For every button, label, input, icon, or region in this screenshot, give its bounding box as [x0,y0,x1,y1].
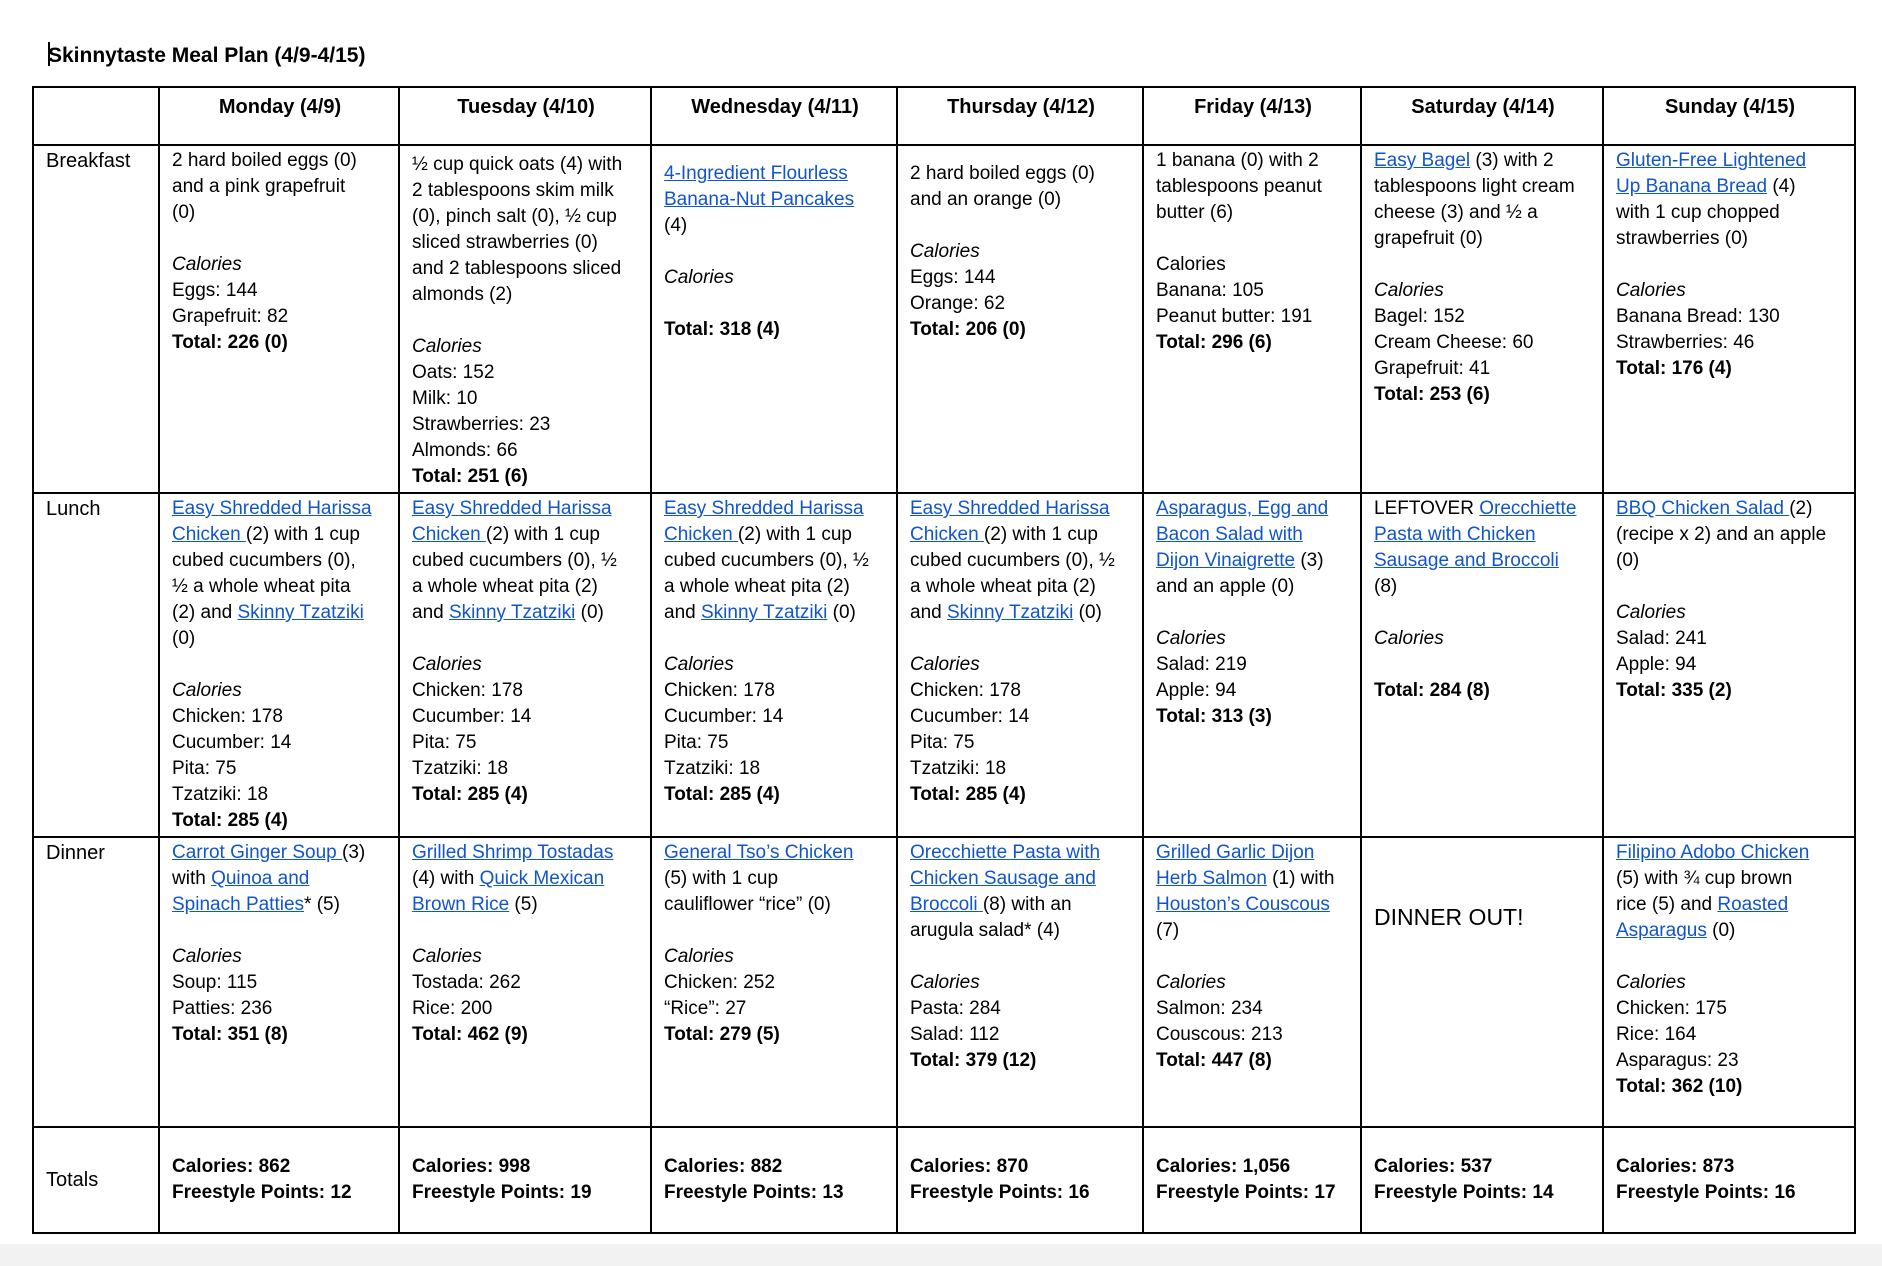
recipe-link-skinny-tzatziki[interactable]: Skinny Tzatziki [237,602,364,623]
recipe-link-orecchiette-pasta-2[interactable]: Chicken Sausage and [910,868,1096,889]
recipe-link-harissa-chicken[interactable]: Easy Shredded Harissa [412,498,612,519]
day-header-sunday: Sunday (4/15) [1603,87,1855,145]
recipe-link-asparagus-salad[interactable]: Asparagus, Egg and [1156,498,1329,519]
meal-total: Total: 176 (4) [1616,358,1732,379]
meal-total: Total: 313 (3) [1156,706,1272,727]
recipe-link-skinny-tzatziki[interactable]: Skinny Tzatziki [700,602,828,623]
lunch-thursday-cell: Easy Shredded Harissa Chicken (2) with 1 cup cubed cucumbers (0), ½ a whole wheat pita (2) and Skinny Tzatziki (0) Calories Chicken: 178 Cucumber: 14 Pita: 75 Tzatziki: 18 Total: 285 (4) [897,493,1143,837]
row-label-lunch: Lunch [33,493,159,837]
daily-calories: Calories: 998 [412,1156,531,1177]
meal-total: Total: 284 (8) [1374,680,1490,701]
meal-total: Total: 285 (4) [910,784,1026,805]
recipe-link-orecchiette-pasta[interactable]: Orecchiette Pasta with [910,842,1101,863]
calories-label: Calories [1156,628,1226,649]
dinner-tuesday-cell: Grilled Shrimp Tostadas (4) with Quick Mexican Brown Rice (5) Calories Tostada: 262 Rice: 200 Total: 462 (9) [399,837,651,1127]
breakfast-monday-cell: 2 hard boiled eggs (0) and a pink grapefruit (0) Calories Eggs: 144 Grapefruit: 82 Total: 226 (0) [159,145,399,493]
calories-label: Calories [664,267,734,288]
recipe-link-mexican-brown-rice-2[interactable]: Brown Rice [412,894,510,915]
meal-total: Total: 447 (8) [1156,1050,1272,1071]
daily-points: Freestyle Points: 13 [664,1182,844,1203]
breakfast-wednesday-cell: 4-Ingredient Flourless Banana-Nut Pancakes (4) Calories Total: 318 (4) [651,145,897,493]
recipe-link-harissa-chicken-2[interactable]: Chicken [664,524,738,545]
daily-calories: Calories: 882 [664,1156,783,1177]
recipe-link-easy-bagel[interactable]: Easy Bagel [1374,150,1471,171]
calories-label: Calories [1616,280,1686,301]
meal-total: Total: 285 (4) [412,784,528,805]
recipe-link-flourless-pancakes-2[interactable]: Banana-Nut Pancakes [664,189,855,210]
recipe-link-garlic-dijon-salmon-2[interactable]: Herb Salmon [1156,868,1267,889]
calories-label: Calories [1156,254,1226,275]
calories-label: Calories [664,946,734,967]
breakfast-thursday-cell: 2 hard boiled eggs (0) and an orange (0) Calories Eggs: 144 Orange: 62 Total: 206 (0) [897,145,1143,493]
lunch-sunday-cell: BBQ Chicken Salad (2) (recipe x 2) and an apple (0) Calories Salad: 241 Apple: 94 Total: 335 (2) [1603,493,1855,837]
breakfast-saturday-cell: Easy Bagel (3) with 2 tablespoons light cream cheese (3) and ½ a grapefruit (0) Calories Bagel: 152 Cream Cheese: 60 Grapefruit: 41 Total: 253 (6) [1361,145,1603,493]
day-header-saturday: Saturday (4/14) [1361,87,1603,145]
recipe-link-harissa-chicken-2[interactable]: Chicken [172,524,246,545]
meal-total: Total: 285 (4) [172,810,288,831]
totals-tuesday-cell [399,1127,651,1233]
recipe-link-flourless-pancakes[interactable]: 4-Ingredient Flourless [664,163,848,184]
calories-label: Calories [1374,280,1444,301]
calories-label: Calories [1616,602,1686,623]
daily-points: Freestyle Points: 16 [910,1182,1090,1203]
document-title: Skinnytaste Meal Plan (4/9-4/15) [48,44,366,67]
calories-label: Calories [1156,972,1226,993]
daily-calories: Calories: 870 [910,1156,1029,1177]
calories-label: Calories [910,654,980,675]
recipe-link-carrot-ginger-soup[interactable]: Carrot Ginger Soup [172,842,343,863]
daily-points: Freestyle Points: 17 [1156,1182,1336,1203]
lunch-wednesday-cell: Easy Shredded Harissa Chicken (2) with 1 cup cubed cucumbers (0), ½ a whole wheat pita (2) and Skinny Tzatziki (0) Calories Chicken: 178 Cucumber: 14 Pita: 75 Tzatziki: 18 Total: 285 (4) [651,493,897,837]
meal-total: Total: 362 (10) [1616,1076,1743,1097]
row-label-breakfast: Breakfast [33,145,159,493]
totals-sunday-cell [1603,1127,1855,1233]
recipe-link-skinny-tzatziki[interactable]: Skinny Tzatziki [448,602,576,623]
daily-calories: Calories: 1,056 [1156,1156,1291,1177]
calories-label: Calories [172,946,242,967]
page-bottom-edge [0,1244,1882,1266]
day-header-friday: Friday (4/13) [1143,87,1361,145]
meal-total: Total: 285 (4) [664,784,780,805]
daily-points: Freestyle Points: 14 [1374,1182,1554,1203]
recipe-link-garlic-dijon-salmon[interactable]: Grilled Garlic Dijon [1156,842,1315,863]
recipe-link-harissa-chicken[interactable]: Easy Shredded Harissa [910,498,1110,519]
calories-label: Calories [664,654,734,675]
meal-total: Total: 351 (8) [172,1024,288,1045]
day-header-thursday: Thursday (4/12) [897,87,1143,145]
calories-label: Calories [910,972,980,993]
totals-wednesday-cell [651,1127,897,1233]
recipe-link-orecchiette-2[interactable]: Pasta with Chicken [1374,524,1536,545]
totals-saturday-cell [1361,1127,1603,1233]
recipe-link-harissa-chicken-2[interactable]: Chicken [910,524,984,545]
meal-plan-table [32,86,1856,1234]
lunch-friday-cell: Asparagus, Egg and Bacon Salad with Dijon Vinaigrette (3) and an apple (0) Calories Salad: 219 Apple: 94 Total: 313 (3) [1143,493,1361,837]
calories-label: Calories [1616,972,1686,993]
row-label-dinner: Dinner [33,837,159,1127]
meal-total: Total: 462 (9) [412,1024,528,1045]
recipe-link-adobo-chicken[interactable]: Filipino Adobo Chicken [1616,842,1810,863]
meal-total: Total: 335 (2) [1616,680,1732,701]
header-row [33,87,1855,145]
daily-calories: Calories: 537 [1374,1156,1493,1177]
totals-friday-cell [1143,1127,1361,1233]
recipe-link-harissa-chicken[interactable]: Easy Shredded Harissa [664,498,864,519]
lunch-saturday-cell: LEFTOVER Orecchiette Pasta with Chicken Sausage and Broccoli (8) Calories Total: 284 (8) [1361,493,1603,837]
daily-points: Freestyle Points: 12 [172,1182,352,1203]
dinner-out-note: DINNER OUT! [1374,904,1524,930]
meal-total: Total: 318 (4) [664,319,780,340]
breakfast-friday-cell: 1 banana (0) with 2 tablespoons peanut butter (6) Calories Banana: 105 Peanut butter: 191 Total: 296 (6) [1143,145,1361,493]
calories-label: Calories [172,254,242,275]
dinner-wednesday-cell: General Tso’s Chicken (5) with 1 cup cauliflower “rice” (0) Calories Chicken: 252 “Rice”: 27 Total: 279 (5) [651,837,897,1127]
recipe-link-harissa-chicken-2[interactable]: Chicken [412,524,486,545]
meal-total: Total: 226 (0) [172,332,288,353]
daily-calories: Calories: 873 [1616,1156,1735,1177]
recipe-link-quinoa-patties-2[interactable]: Spinach Patties [172,894,305,915]
meal-total: Total: 253 (6) [1374,384,1490,405]
dinner-monday-cell: Carrot Ginger Soup (3) with Quinoa and Spinach Patties* (5) Calories Soup: 115 Patties: 236 Total: 351 (8) [159,837,399,1127]
recipe-link-general-tsos-chicken[interactable]: General Tso’s Chicken [664,842,854,863]
row-label-totals: Totals [33,1127,159,1233]
recipe-link-banana-bread-2[interactable]: Up Banana Bread [1616,176,1768,197]
daily-points: Freestyle Points: 16 [1616,1182,1796,1203]
recipe-link-roasted-asparagus-2[interactable]: Asparagus [1616,920,1707,941]
dinner-sunday-cell: Filipino Adobo Chicken (5) with ¾ cup brown rice (5) and Roasted Asparagus (0) Calories Chicken: 175 Rice: 164 Asparagus: 23 Total: 362 (10) [1603,837,1855,1127]
calories-label: Calories [172,680,242,701]
calories-label: Calories [412,336,482,357]
daily-calories: Calories: 862 [172,1156,291,1177]
meal-total: Total: 251 (6) [412,466,528,487]
lunch-row [33,493,1855,837]
recipe-link-skinny-tzatziki[interactable]: Skinny Tzatziki [946,602,1074,623]
recipe-link-asparagus-salad-2[interactable]: Bacon Salad with [1156,524,1303,545]
breakfast-row [33,145,1855,493]
recipe-link-asparagus-salad-3[interactable]: Dijon Vinaigrette [1156,550,1296,571]
recipe-link-mexican-brown-rice[interactable]: Quick Mexican [479,868,605,889]
dinner-thursday-cell: Orecchiette Pasta with Chicken Sausage and Broccoli (8) with an arugula salad* (4) Calories Pasta: 284 Salad: 112 Total: 379 (12) [897,837,1143,1127]
lunch-monday-cell: Easy Shredded Harissa Chicken (2) with 1 cup cubed cucumbers (0), ½ a whole wheat pita (2) and Skinny Tzatziki (0) Calories Chicken: 178 Cucumber: 14 Pita: 75 Tzatziki: 18 Total: 285 (4) [159,493,399,837]
meal-total: Total: 206 (0) [910,319,1026,340]
recipe-link-banana-bread[interactable]: Gluten-Free Lightened [1616,150,1807,171]
recipe-link-shrimp-tostadas[interactable]: Grilled Shrimp Tostadas [412,842,614,863]
meal-total: Total: 296 (6) [1156,332,1272,353]
calories-label: Calories [910,241,980,262]
recipe-link-orecchiette[interactable]: Orecchiette [1479,498,1577,519]
meal-total: Total: 279 (5) [664,1024,780,1045]
lunch-tuesday-cell: Easy Shredded Harissa Chicken (2) with 1 cup cubed cucumbers (0), ½ a whole wheat pita (2) and Skinny Tzatziki (0) Calories Chicken: 178 Cucumber: 14 Pita: 75 Tzatziki: 18 Total: 285 (4) [399,493,651,837]
totals-monday-cell [159,1127,399,1233]
recipe-link-houstons-couscous[interactable]: Houston’s Couscous [1156,894,1330,915]
meal-total: Total: 379 (12) [910,1050,1037,1071]
recipe-link-harissa-chicken[interactable]: Easy Shredded Harissa [172,498,372,519]
calories-label: Calories [412,946,482,967]
day-header-tuesday: Tuesday (4/10) [399,87,651,145]
breakfast-sunday-cell: Gluten-Free Lightened Up Banana Bread (4) with 1 cup chopped strawberries (0) Calories Banana Bread: 130 Strawberries: 46 Total: 176 (4) [1603,145,1855,493]
recipe-link-roasted-asparagus[interactable]: Roasted [1717,894,1789,915]
daily-points: Freestyle Points: 19 [412,1182,592,1203]
totals-thursday-cell [897,1127,1143,1233]
day-header-monday: Monday (4/9) [159,87,399,145]
corner-cell [33,87,159,145]
dinner-saturday-cell [1361,837,1603,1127]
dinner-row [33,837,1855,1127]
recipe-link-orecchiette-pasta-3[interactable]: Broccoli [910,894,983,915]
dinner-friday-cell: Grilled Garlic Dijon Herb Salmon (1) with Houston’s Couscous (7) Calories Salmon: 234 Couscous: 213 Total: 447 (8) [1143,837,1361,1127]
calories-label: Calories [1374,628,1444,649]
totals-row [33,1127,1855,1233]
calories-label: Calories [412,654,482,675]
recipe-link-quinoa-patties[interactable]: Quinoa and [211,868,310,889]
breakfast-tuesday-cell: ½ cup quick oats (4) with 2 tablespoons skim milk (0), pinch salt (0), ½ cup sliced strawberries (0) and 2 tablespoons sliced almonds (2) Calories Oats: 152 Milk: 10 Strawberries: 23 Almonds: 66 Total: 251 (6) [399,145,651,493]
recipe-link-bbq-chicken-salad[interactable]: BBQ Chicken Salad [1616,498,1790,519]
day-header-wednesday: Wednesday (4/11) [651,87,897,145]
recipe-link-orecchiette-3[interactable]: Sausage and Broccoli [1374,550,1559,571]
